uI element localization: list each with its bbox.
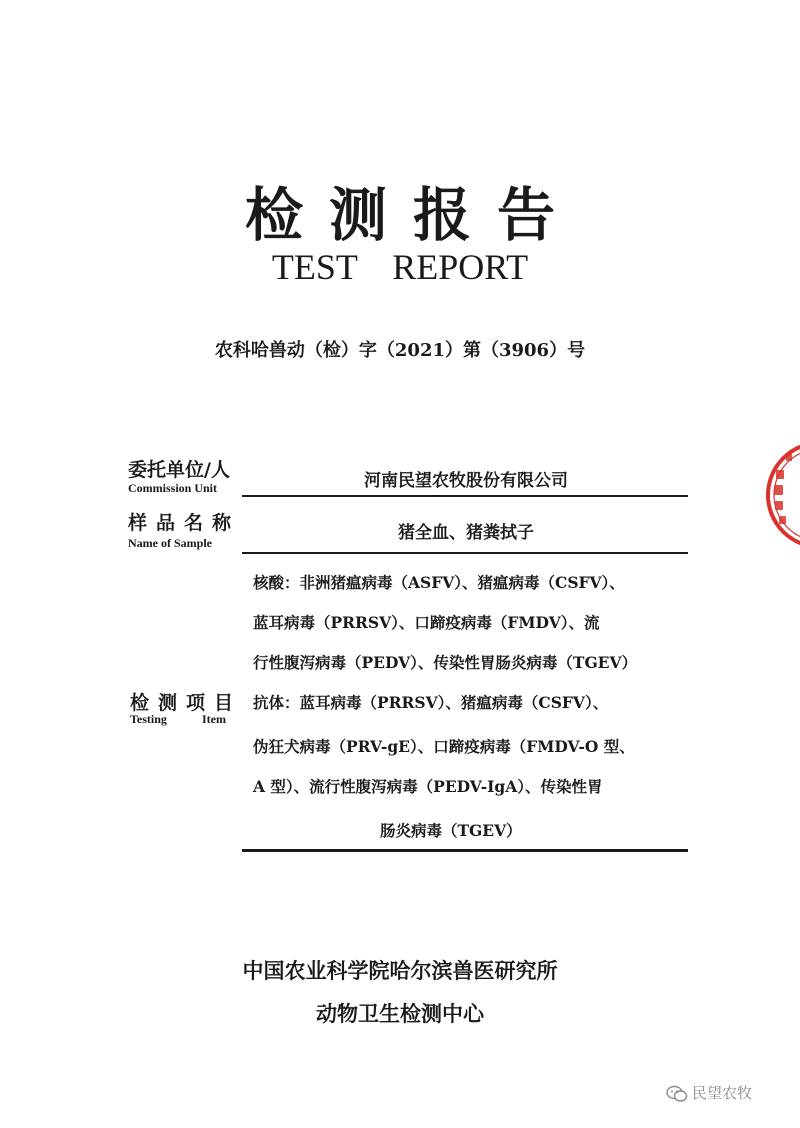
sample-name-value: 猪全血、猪粪拭子 [398,523,534,543]
testing-item-line: 核酸：非洲猪瘟病毒（ASFV）、猪瘟病毒（CSFV）、 [253,573,625,592]
sample-name-rule [242,552,688,554]
testing-item-label-en-2: Item [202,712,226,726]
report-title-en: TEST REPORT [271,247,529,287]
sample-name-label-en: Name of Sample [128,536,212,550]
testing-item-label-en-1: Testing [130,712,167,726]
testing-item-line: 抗体：蓝耳病毒（PRRSV）、猪瘟病毒（CSFV）、 [253,693,609,712]
commission-unit-label-en: Commission Unit [128,481,218,495]
watermark [666,1082,752,1103]
watermark-text: 民望农牧 [692,1084,753,1102]
testing-item-line: 伪狂犬病毒（PRV-gE）、口蹄疫病毒（FMDV-O 型、 [253,737,635,756]
report-title-cn: 检测报告 [244,181,581,249]
testing-item-line: 肠炎病毒（TGEV） [380,821,522,840]
testing-item-rule [242,849,688,852]
organization-line-1: 中国农业科学院哈尔滨兽医研究所 [242,958,558,983]
commission-unit-rule [242,495,688,497]
testing-item-line: 行性腹泻病毒（PEDV）、传染性胃肠炎病毒（TGEV） [253,653,638,672]
sample-name-label-cn: 样品名称 [128,512,241,534]
official-seal-stamp [760,430,800,560]
wechat-icon [666,1085,688,1103]
testing-item-line: A 型）、流行性腹泻病毒（PEDV-IgA）、传染性胃 [253,777,603,796]
commission-unit-value: 河南民望农牧股份有限公司 [364,471,568,491]
testing-item-label-cn: 检测项目 [130,692,243,714]
testing-item-line: 蓝耳病毒（PRRSV）、口蹄疫病毒（FMDV）、流 [253,613,600,632]
organization-line-2: 动物卫生检测中心 [316,1001,484,1026]
commission-unit-label-cn: 委托单位/人 [128,459,230,481]
report-number: 农科哈兽动（检）字（2021）第（3906）号 [214,340,586,361]
